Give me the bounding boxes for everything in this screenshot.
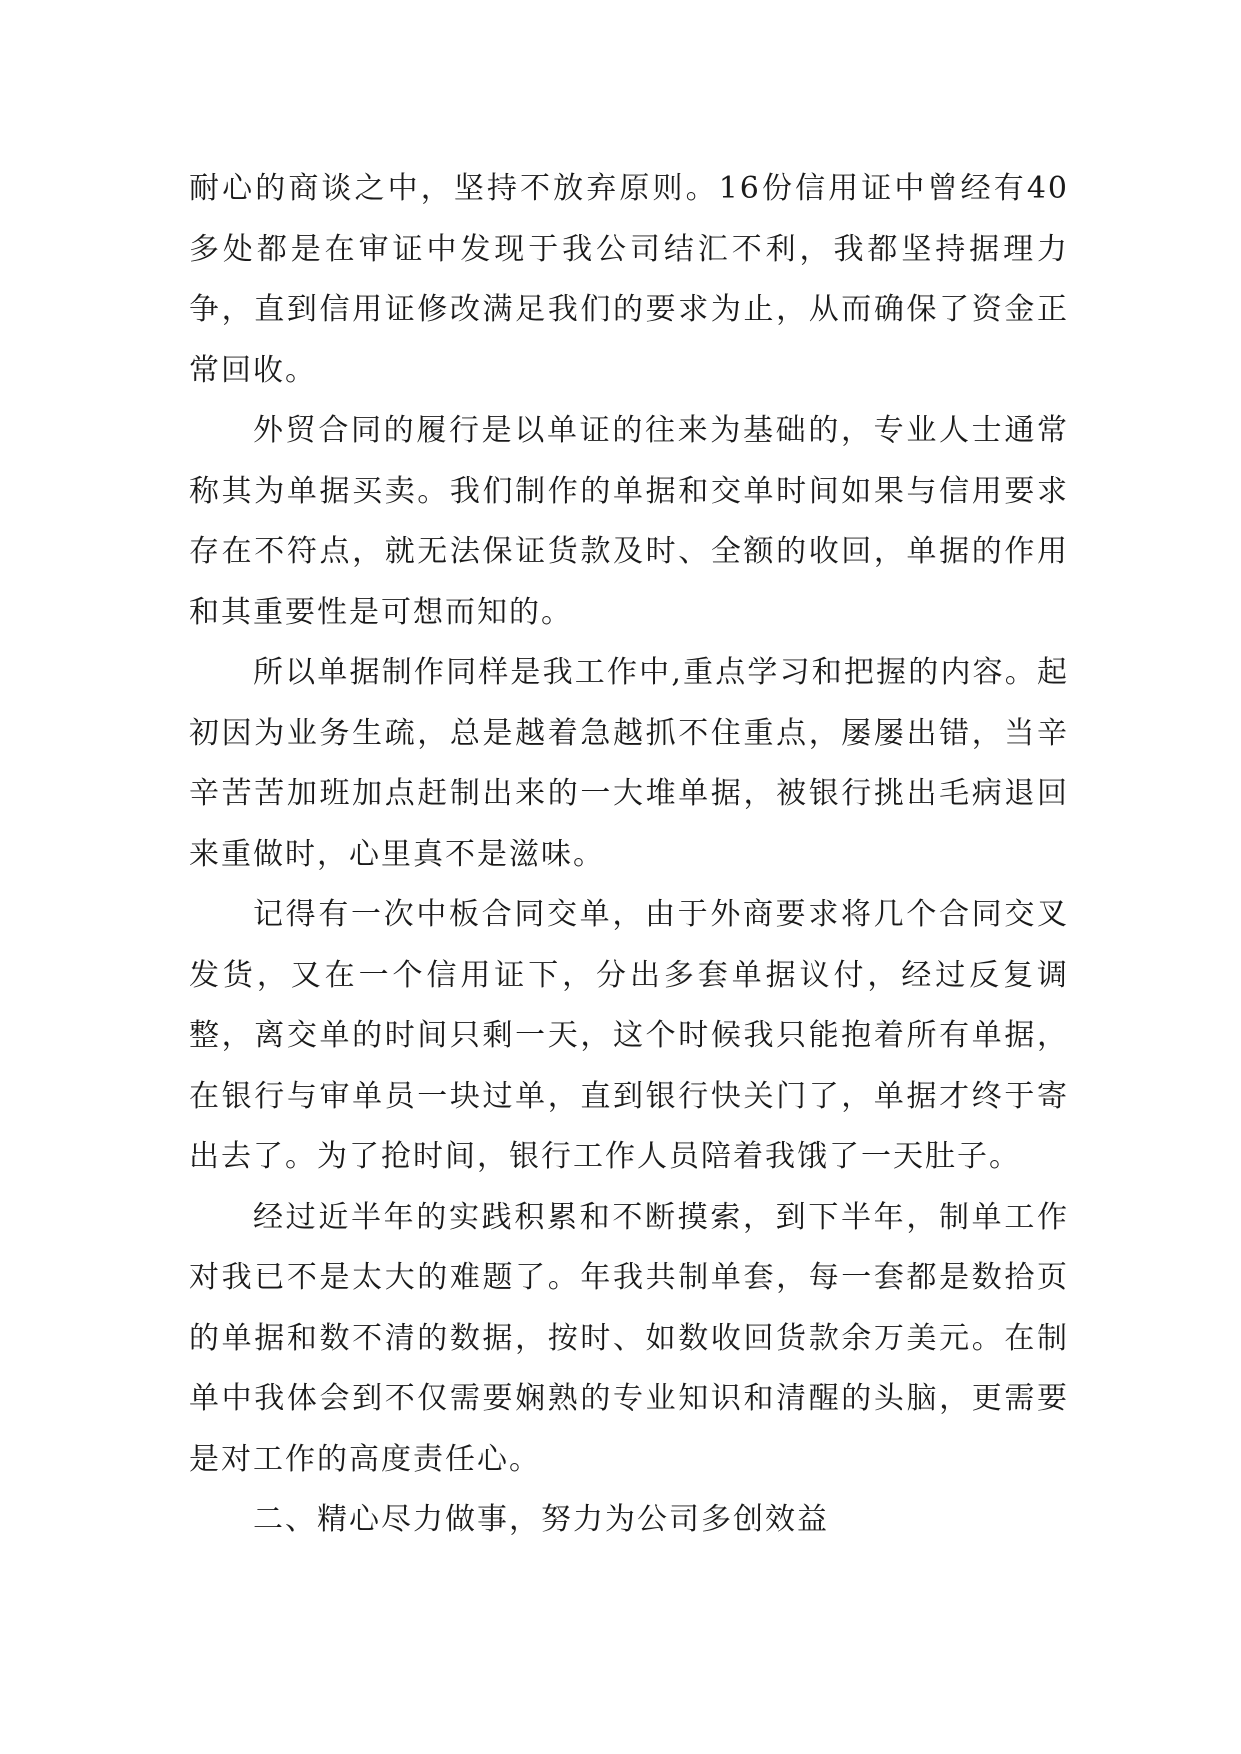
paragraph-1: 耐心的商谈之中，坚持不放弃原则。16份信用证中曾经有40多处都是在审证中发现于我公司结汇不利，我都坚持据理力争，直到信用证修改满足我们的要求为止，从而确保了资金正常回收。	[189, 171, 1069, 388]
paragraph-4: 记得有一次中板合同交单，由于外商要求将几个合同交叉发货，又在一个信用证下，分出多套单据议付，经过反复调整，离交单的时间只剩一天，这个时候我只能抱着所有单据，在银行与审单员一块过单，直到银行快关门了，单据才终于寄出去了。为了抢时间，银行工作人员陪着我饿了一天肚子。	[189, 897, 1069, 1174]
paragraph-2: 外贸合同的履行是以单证的往来为基础的，专业人士通常称其为单据买卖。我们制作的单据和交单时间如果与信用要求存在不符点，就无法保证货款及时、全额的收回，单据的作用和其重要性是可想而知的。	[189, 413, 1069, 630]
section-heading: 二、精心尽力做事，努力为公司多创效益	[253, 1502, 829, 1537]
paragraph-5: 经过近半年的实践积累和不断摸索，到下半年，制单工作对我已不是太大的难题了。年我共制单套，每一套都是数拾页的单据和数不清的数据，按时、如数收回货款余万美元。在制单中我体会到不仅需要娴熟的专业知识和清醒的头脑，更需要是对工作的高度责任心。	[189, 1199, 1069, 1477]
document-body	[189, 159, 1069, 1551]
paragraph-3: 所以单据制作同样是我工作中,重点学习和把握的内容。起初因为业务生疏，总是越着急越抓不住重点，屡屡出错，当辛辛苦苦加班加点赶制出来的一大堆单据，被银行挑出毛病退回来重做时，心里真不是滋味。	[189, 655, 1069, 872]
